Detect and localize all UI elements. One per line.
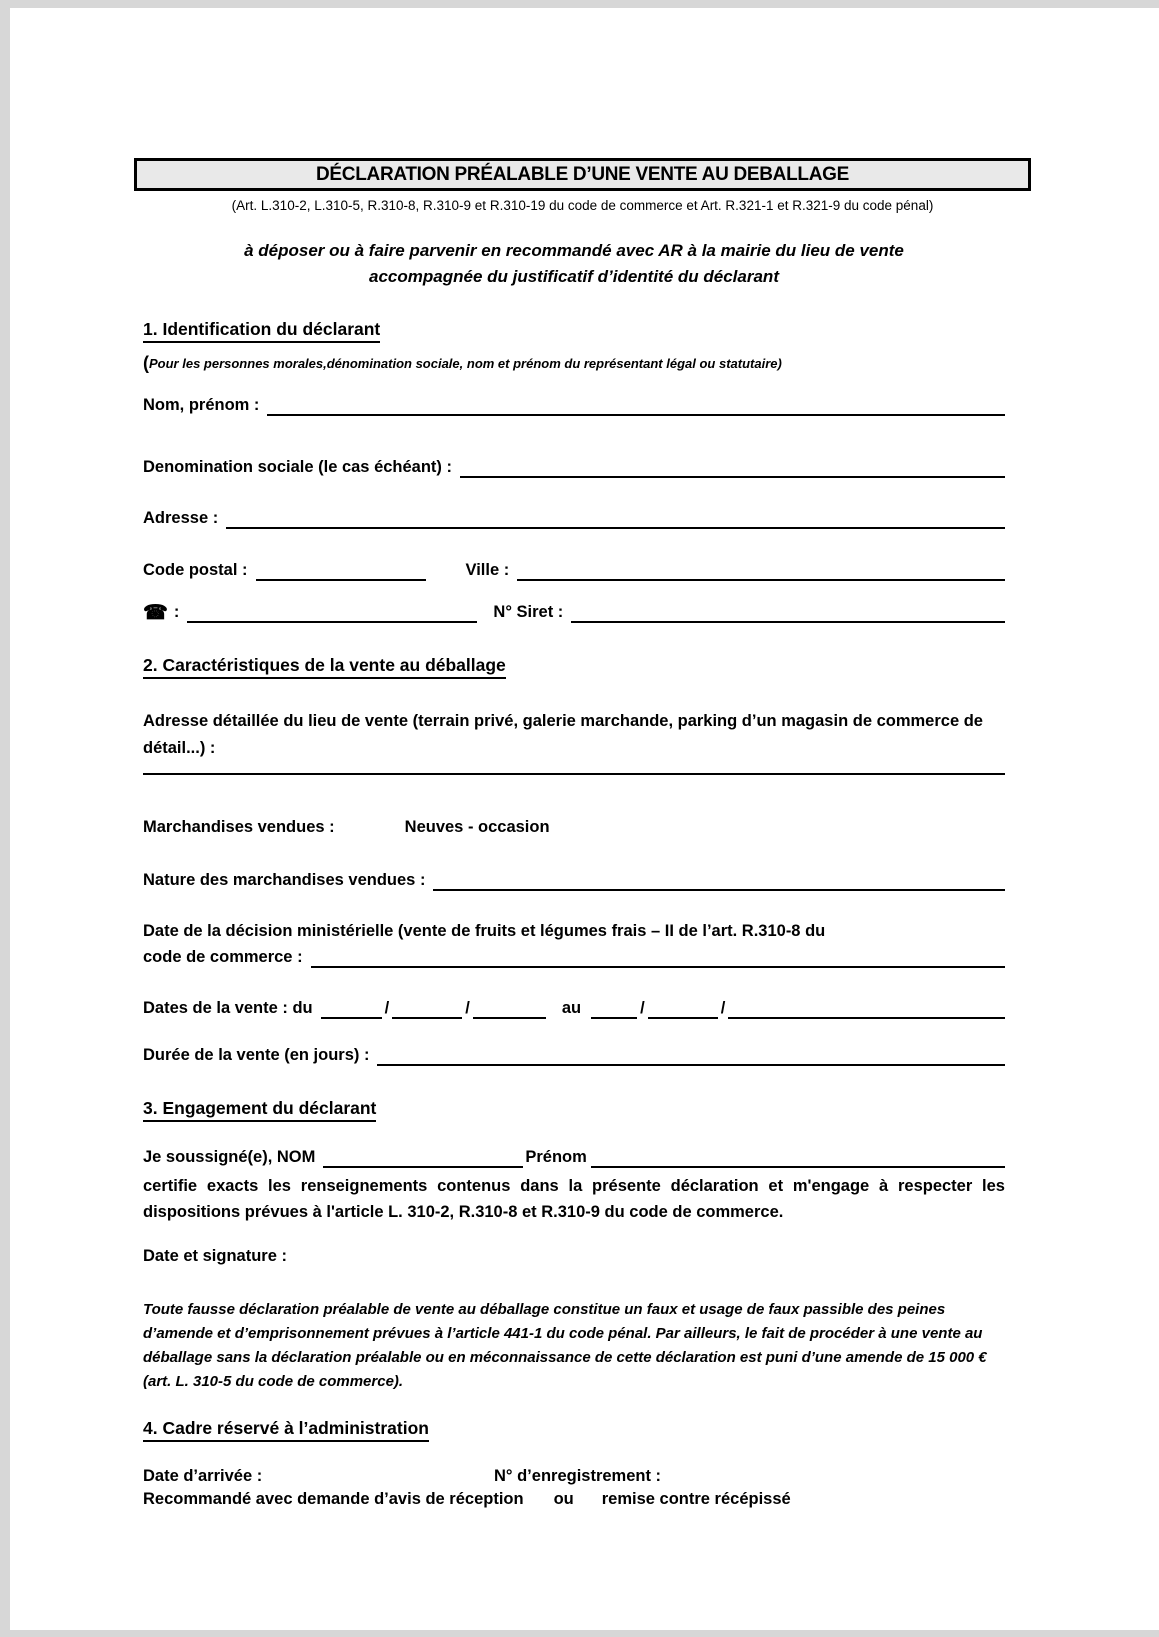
marchandises-value: Neuves - occasion — [404, 818, 550, 836]
soussigne-prenom-blank — [591, 1147, 1005, 1168]
field-soussigne — [143, 1147, 1005, 1168]
recommande-label: Recommandé avec demande d’avis de réception — [143, 1490, 524, 1508]
legal-references: (Art. L.310-2, L.310-5, R.310-8, R.310-9 et R.310-19 du code de commerce et Art. R.321-1 et R.321-9 du code pénal) — [231, 198, 934, 213]
code-postal-blank — [256, 560, 426, 581]
enregistrement-label: N° d’enregistrement : — [494, 1467, 662, 1485]
nom-prenom-blank — [267, 395, 1005, 416]
section1-heading-text: 1. Identification du déclarant — [143, 319, 380, 343]
dates-slash: / — [640, 999, 645, 1017]
admin-remise-row — [143, 1490, 791, 1509]
warning-paragraph: Toute fausse déclaration préalable de vente au déballage constitue un faux et usage de faux passible des peines d’amende et d’emprisonnement prévues à l’article 441-1 du code pénal. Par ailleurs, le fait de procéder à une vente au déballage sans la déclaration préalable ou en méconnaissance de cette déclaration est puni d’une amende de 15 000 € (art. L. 310-5 du code de commerce). — [143, 1301, 987, 1390]
adresse-label: Adresse : — [143, 509, 219, 527]
submission-instructions — [143, 238, 1005, 290]
section1-note-text: Pour les personnes morales,dénomination sociale, nom et prénom du représentant légal ou statutaire) — [149, 356, 782, 371]
siret-blank — [571, 602, 1005, 623]
section4-heading-text: 4. Cadre réservé à l’administration — [143, 1418, 429, 1442]
field-code-postal-ville — [143, 560, 1005, 581]
nature-label: Nature des marchandises vendues : — [143, 871, 426, 889]
document-page — [10, 8, 1159, 1630]
decision-ministerielle-line1: Date de la décision ministérielle (vente de fruits et légumes frais – II de l’art. R.310-8 du — [143, 922, 826, 940]
field-marchandises — [143, 817, 1005, 838]
ou-label: ou — [553, 1490, 574, 1508]
section1-note-paren: ( — [143, 353, 149, 373]
certification-paragraph: certifie exacts les renseignements contenus dans la présente déclaration et m'engage à respecter les dispositions prévues à l'article L. 310-2, R.310-8 et R.310-9 du code de commerce. — [143, 1177, 1005, 1221]
section2-heading — [143, 655, 506, 676]
lieu-vente-label: Adresse détaillée du lieu de vente (terrain privé, galerie marchande, parking d’un magasin de commerce de détail...) : — [143, 712, 983, 757]
remise-label: remise contre récépissé — [601, 1490, 791, 1508]
nature-blank — [433, 870, 1005, 891]
section4-heading — [143, 1418, 429, 1439]
duree-label: Durée de la vente (en jours) : — [143, 1046, 370, 1064]
marchandises-label: Marchandises vendues : — [143, 818, 335, 836]
instructions-line-1: à déposer ou à faire parvenir en recommandé avec AR à la mairie du lieu de vente — [244, 241, 904, 260]
date-du-mois-blank — [392, 998, 462, 1019]
section3-heading — [143, 1098, 376, 1119]
denomination-blank — [460, 457, 1005, 478]
section3-heading-text: 3. Engagement du déclarant — [143, 1098, 376, 1122]
date-arrivee-label: Date d’arrivée : — [143, 1467, 263, 1485]
soussigne-nom-blank — [323, 1147, 523, 1168]
date-du-annee-blank — [473, 998, 546, 1019]
nom-prenom-label: Nom, prénom : — [143, 396, 260, 414]
ville-blank — [517, 560, 1005, 581]
section1-note — [143, 353, 1005, 374]
form-title-box — [134, 158, 1031, 191]
dates-au-label: au — [561, 999, 582, 1017]
dates-slash: / — [720, 999, 726, 1017]
soussigne-label: Je soussigné(e), NOM — [143, 1148, 316, 1166]
field-nature-marchandises — [143, 870, 1005, 891]
field-duree-vente — [143, 1045, 1005, 1066]
denomination-label: Denomination sociale (le cas échéant) : — [143, 458, 453, 476]
field-adresse — [143, 508, 1005, 529]
lieu-vente-blank — [143, 753, 1005, 775]
date-au-mois-blank — [648, 998, 718, 1019]
date-au-jour-blank — [591, 998, 637, 1019]
dates-slash: / — [465, 999, 470, 1017]
ville-label: Ville : — [465, 561, 510, 579]
form-title: DÉCLARATION PRÉALABLE D’UNE VENTE AU DEBALLAGE — [316, 163, 849, 185]
field-decision-ministerielle — [143, 947, 1005, 968]
phone-colon: : — [173, 603, 180, 621]
duree-blank — [377, 1045, 1005, 1066]
field-denomination-sociale — [143, 457, 1005, 478]
field-nom-prenom — [143, 395, 1005, 416]
phone-icon: ☎ — [143, 602, 168, 624]
date-signature-label: Date et signature : — [143, 1247, 287, 1265]
section2-heading-text: 2. Caractéristiques de la vente au déballage — [143, 655, 506, 679]
dates-slash: / — [384, 999, 390, 1017]
instructions-line-2: accompagnée du justificatif d’identité du déclarant — [369, 267, 779, 286]
section1-heading — [143, 319, 380, 340]
field-telephone-siret — [143, 602, 1005, 623]
decision-line2-label: code de commerce : — [143, 948, 303, 966]
prenom-label: Prénom — [525, 1148, 587, 1166]
date-au-annee-blank — [728, 998, 1005, 1019]
admin-date-row — [143, 1467, 661, 1486]
dates-vente-label: Dates de la vente : du — [143, 999, 313, 1017]
decision-blank — [311, 947, 1005, 968]
siret-label: N° Siret : — [493, 603, 564, 621]
date-du-jour-blank — [321, 998, 382, 1019]
adresse-blank — [226, 508, 1005, 529]
field-dates-vente — [143, 998, 1005, 1019]
code-postal-label: Code postal : — [143, 561, 248, 579]
telephone-blank — [187, 602, 477, 623]
